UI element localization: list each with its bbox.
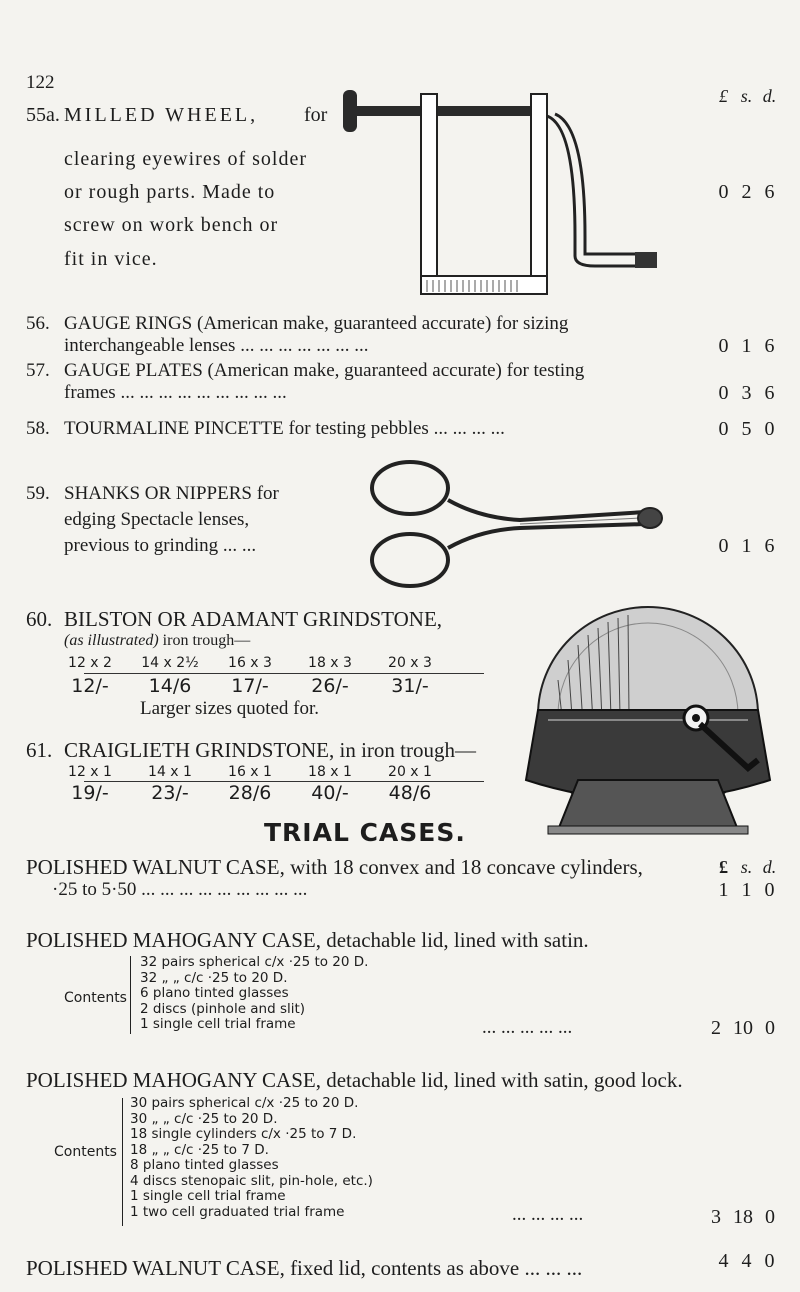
case-1-line-2: ·25 to 5·50 ... ... ... ... ... ... ... ... ... <box>52 879 308 900</box>
item-55a-line-4: screw on work bench or <box>64 214 279 236</box>
item-56-line-1: GAUGE RINGS (American make, guaranteed accurate) for sizing <box>64 313 569 334</box>
list-item: 6 plano tinted glasses <box>140 985 289 1001</box>
trial-cases-heading: TRIAL CASES. <box>264 818 466 847</box>
item-57-line-2: frames ... ... ... ... ... ... ... ... ... <box>64 382 287 403</box>
price-cell: 48/6 <box>388 782 432 804</box>
item-57-line-1: GAUGE PLATES (American make, guaranteed accurate) for testing <box>64 360 585 381</box>
case-1-price: 1 1 0 <box>718 879 775 901</box>
price-cell: 40/- <box>311 782 349 804</box>
price-cell: 28/6 <box>228 782 272 804</box>
size-cell: 14 x 1 <box>148 764 192 780</box>
list-item: 30 pairs spherical c/x ·25 to 20 D. <box>130 1095 359 1111</box>
size-cell: 20 x 3 <box>388 655 432 671</box>
item-59-price: 0 1 6 <box>718 535 775 557</box>
case-3-price: 3 18 0 <box>711 1206 775 1228</box>
price-cell: 12/- <box>71 675 109 697</box>
case-1-line-1: POLISHED WALNUT CASE, with 18 convex and 18 concave cylinders, <box>26 855 643 879</box>
size-cell: 16 x 1 <box>228 764 272 780</box>
case-2-brace <box>130 956 131 1034</box>
item-61-size-table <box>50 764 450 804</box>
page-number: 122 <box>26 72 55 93</box>
list-item: 4 discs stenopaic slit, pin-hole, etc.) <box>130 1172 373 1189</box>
case-2-title: POLISHED MAHOGANY CASE, detachable lid, lined with satin. <box>26 928 589 952</box>
item-56-price: 0 1 6 <box>718 335 775 357</box>
price-cell: 26/- <box>311 675 349 697</box>
currency-header: £ s. d. <box>719 86 777 106</box>
item-58-line-1: TOURMALINE PINCETTE for testing pebbles ... ... ... ... <box>64 418 505 439</box>
list-item: 8 plano tinted glasses <box>130 1157 279 1173</box>
case-2-dots: ... ... ... ... ... <box>482 1017 573 1038</box>
case-2-contents-label: Contents <box>64 990 127 1006</box>
size-cell: 18 x 1 <box>308 764 352 780</box>
item-60-note: Larger sizes quoted for. <box>140 698 320 719</box>
size-row <box>50 655 450 671</box>
item-61-number: 61. <box>26 738 53 762</box>
list-item: 1 single cell trial frame <box>130 1188 286 1204</box>
case-2-price: 2 10 0 <box>711 1017 775 1039</box>
list-item: 30 „ „ c/c ·25 to 20 D. <box>130 1110 278 1127</box>
size-cell: 18 x 3 <box>308 655 352 671</box>
size-row <box>50 764 450 780</box>
list-item: 1 single cell trial frame <box>140 1016 296 1032</box>
price-row <box>50 782 450 804</box>
item-57-number: 57. <box>26 360 50 381</box>
price-row <box>50 675 450 697</box>
item-59-line-3: previous to grinding ... ... <box>64 535 257 556</box>
case-1-currency: £ s. d. <box>719 857 777 877</box>
price-cell: 23/- <box>151 782 189 804</box>
item-55a-price: 0 2 6 <box>718 181 775 203</box>
item-55a-line-3: or rough parts. Made to <box>64 181 276 203</box>
item-61-title: CRAIGLIETH GRINDSTONE, in iron trough— <box>64 738 477 762</box>
item-56-line-2: interchangeable lenses ... ... ... ... ... ... ... <box>64 335 369 356</box>
item-56-number: 56. <box>26 313 50 334</box>
item-60-subtitle: (as illustrated) iron trough— <box>64 632 251 649</box>
item-59-line-2: edging Spectacle lenses, <box>64 509 250 530</box>
item-55a-number: 55a. <box>26 104 60 126</box>
price-cell: 31/- <box>391 675 429 697</box>
case-4-price: 4 4 0 <box>718 1250 775 1272</box>
table-rule <box>84 673 484 674</box>
item-55a-line-2: clearing eyewires of solder <box>64 148 308 170</box>
list-item: 1 two cell graduated trial frame <box>130 1203 345 1220</box>
case-3-contents-label: Contents <box>54 1144 117 1160</box>
size-cell: 12 x 2 <box>68 655 112 671</box>
item-59-line-1: SHANKS OR NIPPERS for <box>64 483 279 504</box>
nippers-illustration <box>370 460 670 588</box>
case-3-title: POLISHED MAHOGANY CASE, detachable lid, lined with satin, good lock. <box>26 1068 683 1092</box>
list-item: 18 „ „ c/c ·25 to 7 D. <box>130 1141 269 1158</box>
item-59-number: 59. <box>26 483 50 504</box>
item-58-number: 58. <box>26 418 50 439</box>
price-cell: 14/6 <box>148 675 192 697</box>
table-rule <box>84 781 484 782</box>
list-item: 32 „ „ c/c ·25 to 20 D. <box>140 969 288 986</box>
price-cell: 19/- <box>71 782 109 804</box>
item-55a-line-1: for <box>304 104 328 126</box>
item-60-title: BILSTON OR ADAMANT GRINDSTONE, <box>64 607 443 631</box>
item-60-number: 60. <box>26 607 53 631</box>
size-cell: 12 x 1 <box>68 764 112 780</box>
grindstone-illustration <box>508 600 788 840</box>
case-3-brace <box>122 1098 123 1226</box>
item-60-size-table <box>50 655 450 697</box>
list-item: 18 single cylinders c/x ·25 to 7 D. <box>130 1126 357 1142</box>
list-item: 32 pairs spherical c/x ·25 to 20 D. <box>140 954 369 970</box>
case-2-contents-list <box>140 955 368 1033</box>
price-cell: 17/- <box>231 675 269 697</box>
item-58-price: 0 5 0 <box>718 418 775 440</box>
milled-wheel-illustration <box>335 86 665 306</box>
item-55a-line-5: fit in vice. <box>64 248 158 270</box>
item-55a-title: MILLED WHEEL, <box>64 104 259 126</box>
case-3-contents-list <box>130 1096 373 1220</box>
size-cell: 20 x 1 <box>388 764 432 780</box>
case-3-dots: ... ... ... ... <box>512 1204 584 1225</box>
list-item: 2 discs (pinhole and slit) <box>140 1000 306 1017</box>
item-57-price: 0 3 6 <box>718 382 775 404</box>
size-cell: 16 x 3 <box>228 655 272 671</box>
size-cell: 14 x 2½ <box>141 655 199 671</box>
case-4-line: POLISHED WALNUT CASE, fixed lid, contents as above ... ... ... <box>26 1256 583 1280</box>
